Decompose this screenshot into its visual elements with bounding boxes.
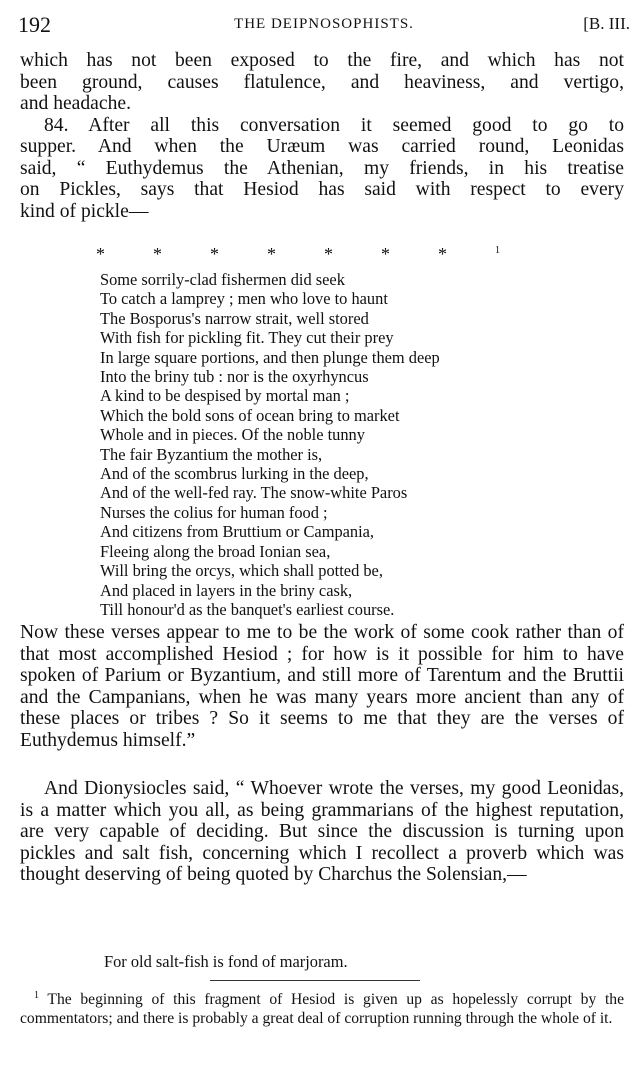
text-line: supper. And when the Uræum was carried round, Leonidas [20,136,624,157]
verse-line: And of the well-fed ray. The snow-white Paros [100,483,408,503]
asterisk: * [438,244,447,264]
verse-line: And of the scombrus lurking in the deep, [100,464,369,484]
verse-line: With fish for pickling fit. They cut their prey [100,328,394,348]
verse-line: Till honour'd as the banquet's earliest course. [100,599,395,619]
asterisk: * [153,244,162,264]
verse-line: The Bosporus's narrow strait, well stored [100,308,369,328]
proverb-quote: For old salt-fish is fond of marjoram. [104,952,348,971]
book-reference: [B. III. [583,14,630,33]
verse-line: Will bring the orcys, which shall potted be, [100,561,383,581]
text-line: on Pickles, says that Hesiod has said with respect to every [20,179,624,200]
verse-line: A kind to be despised by mortal man ; [100,386,350,406]
text-line: and headache. [20,93,131,114]
text-line: said, “ Euthydemus the Athenian, my friends, in his treatise [20,157,624,179]
asterisk: * [381,244,390,264]
verse-line: Which the bold sons of ocean bring to market [100,405,400,425]
commentary-paragraph: Now these verses appear to me to be the work of some cook rather than of that most accomplished Hesiod ; for how is it possible for him to have spoken of Parium or Byzantium, and still more of Tarentum and the Bruttii and the Campanians, when he was many years more ancient than any of these places or tribes ? So it seems to me that they are the verses of Euthydemus himself.” [20,622,624,751]
asterisk: * [210,244,219,264]
footnote-mark: 1 [34,990,39,1001]
verse-line: Nurses the colius for human food ; [100,502,328,522]
verse-block [100,270,440,619]
verse-line: And placed in layers in the briny cask, [100,580,353,600]
footnote-divider [210,980,420,981]
verse-line: Some sorrily-clad fishermen did seek [100,270,345,289]
asterisk: * [324,244,333,264]
verse-line: And citizens from Bruttium or Campania, [100,522,375,542]
verse-line: Whole and in pieces. Of the noble tunny [100,425,365,445]
asterisk: * [267,244,276,264]
verse-line: In large square portions, and then plunge them deep [100,347,440,367]
footnote-text: The beginning of this fragment of Hesiod is given up as hopelessly corrupt by the commentators; and there is probably a great deal of corruption running through the whole of it. [20,991,624,1028]
verse-line: Fleeing along the broad Ionian sea, [100,541,331,561]
dionysiocles-paragraph: And Dionysiocles said, “ Whoever wrote the verses, my good Leonidas, is a matter which you all, as being grammarians of the highest reputation, are very capable of deciding. But since the discussion is turning upon pickles and salt fish, concerning which I recollect a proverb which was thought deserving of being quoted by Charchus the Solensian,— [20,778,624,885]
verse-line: Into the briny tub : nor is the oxyrhyncus [100,367,369,387]
text-line: been ground, causes flatulence, and heaviness, and vertigo, [20,71,624,93]
text-line: 84. After all this conversation it seemed good to go to [44,114,624,136]
verse-line: The fair Byzantium the mother is, [100,444,323,464]
verse-line: To catch a lamprey ; men who love to haunt [100,289,388,309]
asterisk: * [96,244,105,264]
page-header [18,12,630,40]
footnote-reference: 1 [495,245,500,256]
running-title: THE DEIPNOSOPHISTS. [234,16,414,32]
footnote [20,986,624,1028]
text-line: which has not been exposed to the fire, and which has not [20,50,624,71]
page-number: 192 [18,12,51,37]
lacuna-asterisks [96,244,500,265]
text-line: kind of pickle— [20,200,149,222]
opening-paragraph [20,50,624,222]
